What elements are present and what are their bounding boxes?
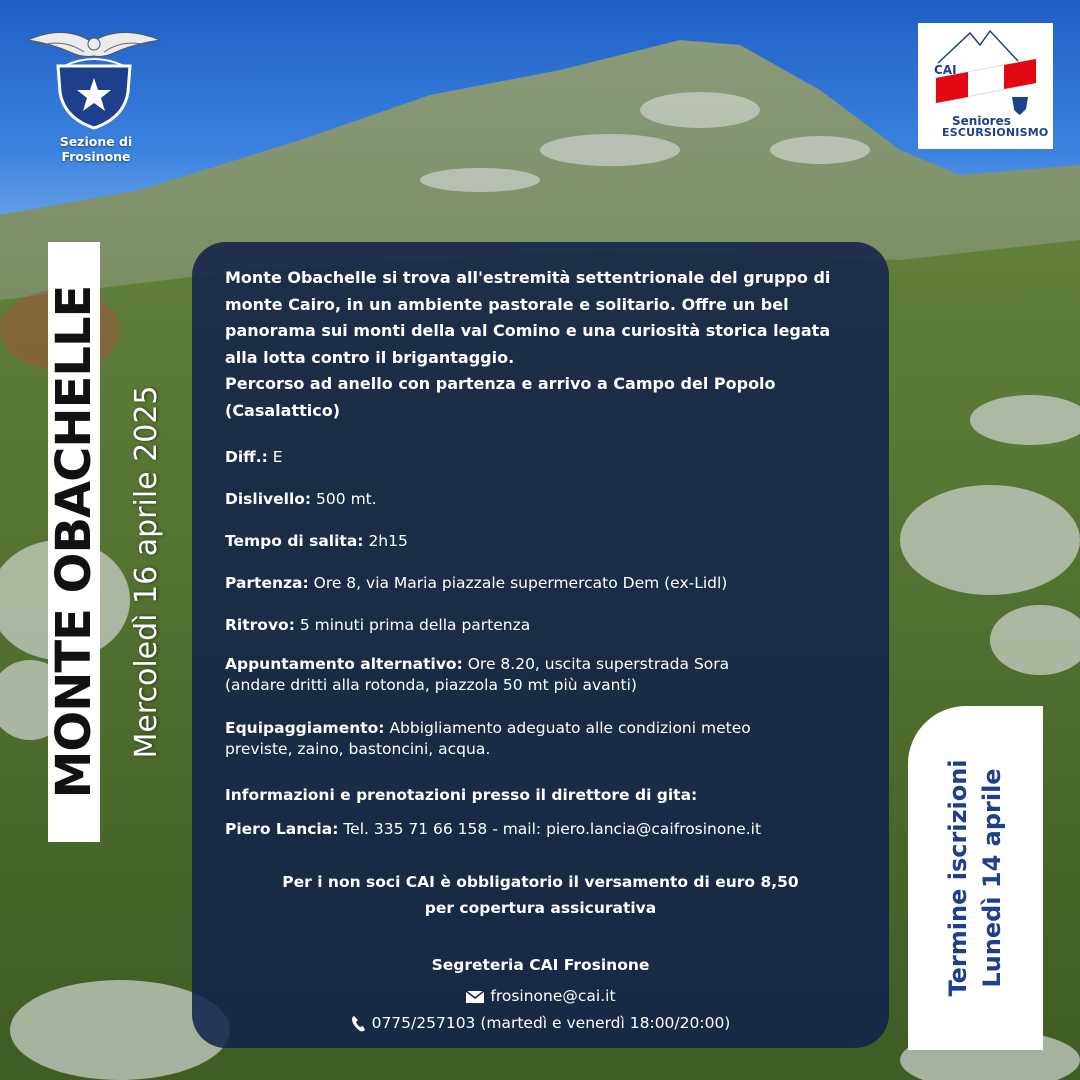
detail-ritrovo [225,612,530,638]
contact-value[interactable]: Tel. 335 71 66 158 - mail: piero.lancia@caifrosinone.it [338,820,762,838]
seniores-text: Seniores [952,114,1011,128]
info-heading-text: Informazioni e prenotazioni presso il direttore di gita: [225,786,698,804]
segreteria-email-line [192,983,889,1009]
deadline-line-1: Termine iscrizioni [944,759,972,997]
phone-icon [351,1015,367,1033]
seniores-logo [918,23,1053,149]
segreteria-email[interactable]: frosinone@cai.it [490,987,616,1005]
partenza-value: Ore 8, via Maria piazzale supermercato Dem (ex-Lidl) [308,574,728,592]
ritrovo-label: Ritrovo: [225,616,295,634]
contact-label: Piero Lancia: [225,820,339,838]
detail-diff [225,444,283,470]
segreteria-phone[interactable]: 0775/257103 (martedì e venerdì 18:00/20:00) [371,1014,731,1032]
appuntamento-note: (andare dritti alla rotonda, piazzola 50 mt più avanti) [225,676,637,694]
detail-equipaggiamento [225,718,751,760]
segreteria-title: Segreteria CAI Frosinone [431,956,650,974]
detail-dislivello [225,486,377,512]
insurance-notice [192,869,889,921]
info-heading [225,782,697,808]
envelope-icon [465,990,485,1004]
intro-description: Monte Obachelle si trova all'estremità settentrionale del gruppo di monte Cairo, in un ambiente pastorale e solitario. Offre un bel panorama sui monti della val Comino e una curiosità storica legata alla lotta contro il brigantaggio. [225,268,831,367]
notice-line-2: per copertura assicurativa [424,899,657,917]
segreteria-phone-line [192,1010,889,1036]
sezione-label: Sezione di Frosinone [59,134,133,164]
detail-tempo [225,528,408,554]
event-date: Mercoledì 16 aprile 2025 [129,385,164,759]
cai-club-logo [24,22,164,152]
eagle-emblem-icon [24,22,164,134]
event-title: MONTE OBACHELLE [46,285,102,799]
equip-value-2: previste, zaino, bastoncini, acqua. [225,740,491,758]
title-box [48,242,100,842]
cai-text: CAI [934,63,957,77]
partenza-label: Partenza: [225,574,309,592]
deadline-text [941,748,1009,1008]
dislivello-value: 500 mt. [311,490,377,508]
tempo-label: Tempo di salita: [225,532,364,550]
diff-label: Diff.: [225,448,268,466]
percorso-text: Percorso ad anello con partenza e arrivo a Campo del Popolo (Casalattico) [225,374,776,420]
escursionismo-text: ESCURSIONISMO [942,126,1049,139]
dislivello-label: Dislivello: [225,490,312,508]
detail-partenza [225,570,727,596]
ritrovo-value: 5 minuti prima della partenza [294,616,531,634]
appuntamento-label: Appuntamento alternativo: [225,655,463,673]
appuntamento-value: Ore 8.20, uscita superstrada Sora [462,655,730,673]
equip-value: Abbigliamento adeguato alle condizioni meteo [384,719,751,737]
equip-label: Equipaggiamento: [225,719,385,737]
tempo-value: 2h15 [363,532,408,550]
deadline-line-2: Lunedì 14 aprile [978,768,1006,988]
detail-appuntamento [225,654,729,696]
intro-text [225,265,855,424]
contact-line [225,816,761,842]
notice-line-1: Per i non soci CAI è obbligatorio il versamento di euro 8,50 [282,873,799,891]
diff-value: E [267,448,283,466]
